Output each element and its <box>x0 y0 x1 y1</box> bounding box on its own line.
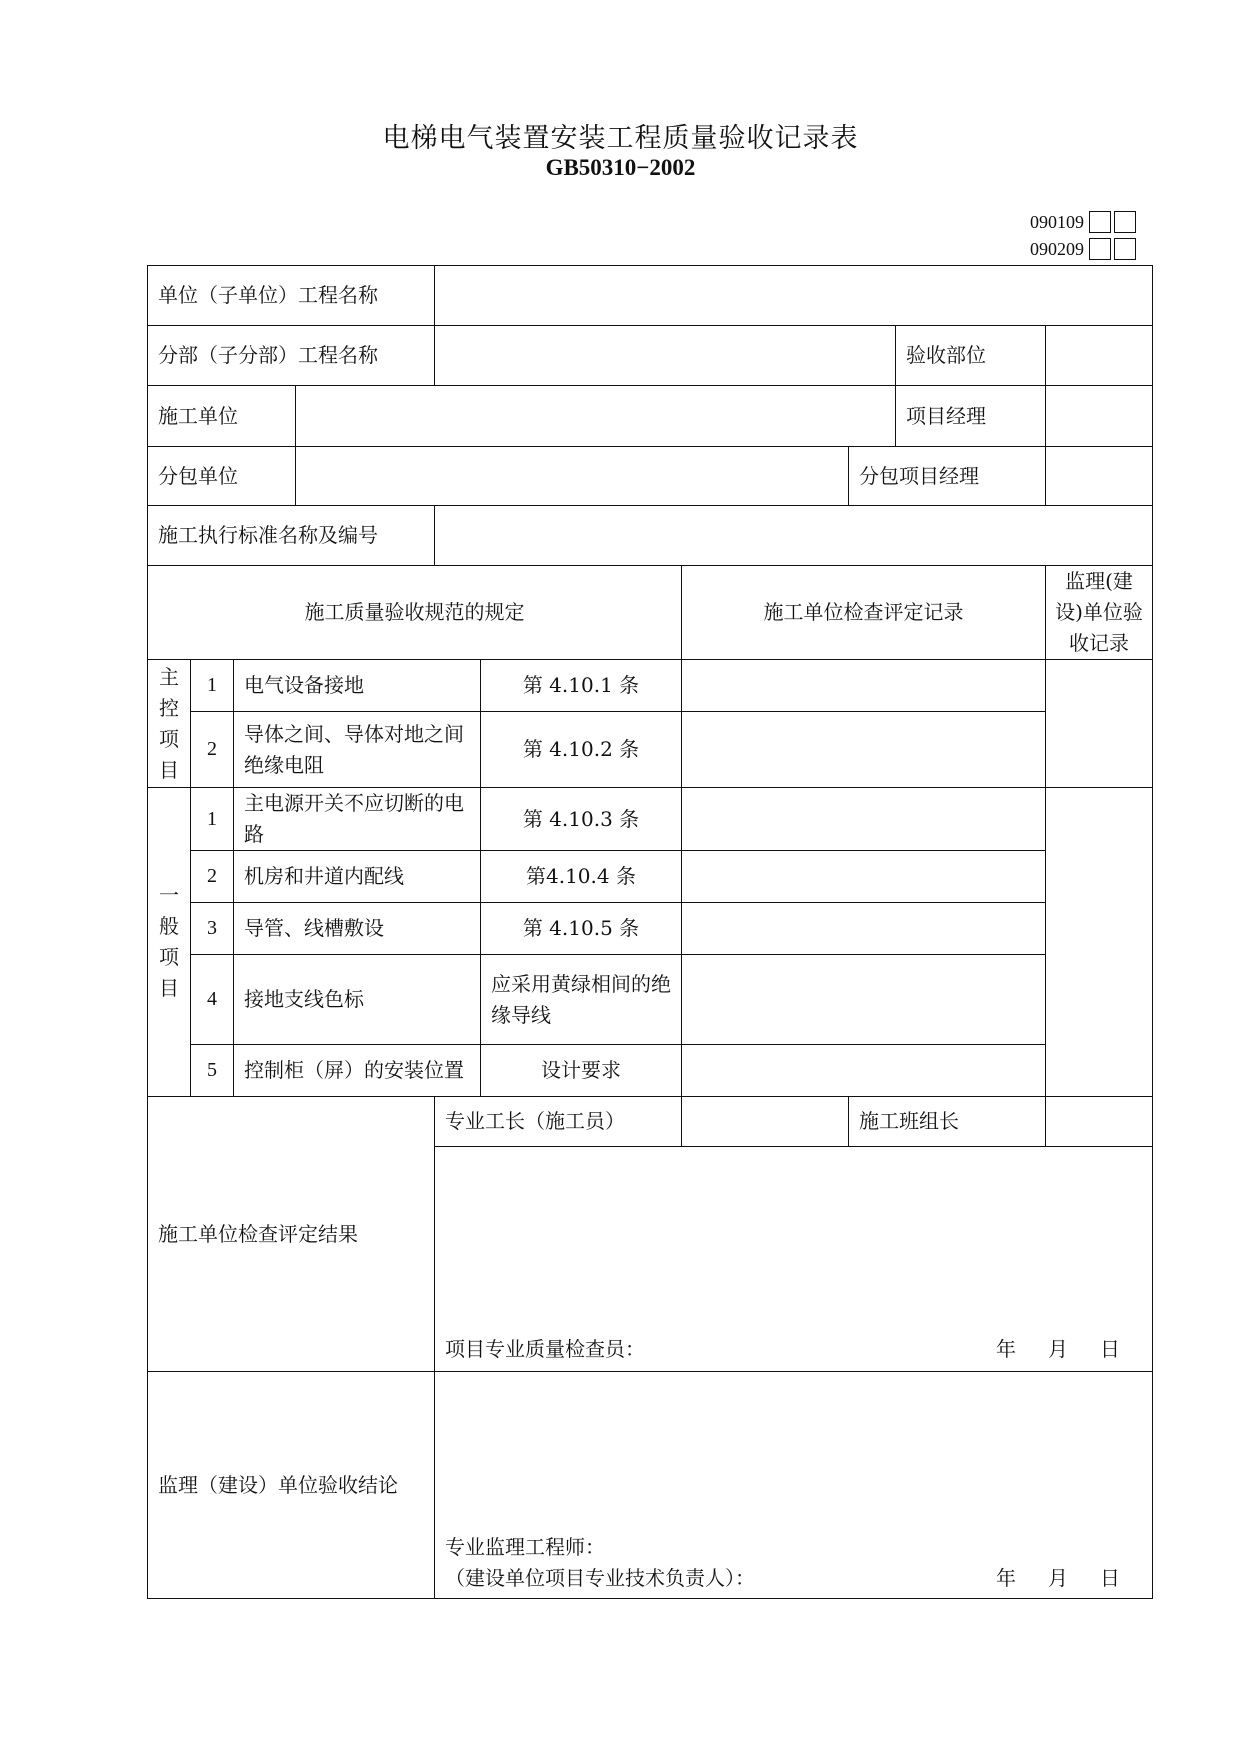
team-leader-field[interactable] <box>1046 1097 1153 1147</box>
item-number: 3 <box>191 903 234 955</box>
item-number: 1 <box>191 788 234 851</box>
month-label: 月 <box>1048 1337 1068 1361</box>
form-title: 电梯电气装置安装工程质量验收记录表 <box>382 123 859 154</box>
main-items-label <box>148 660 191 788</box>
form-number-box[interactable] <box>1089 211 1111 233</box>
form-number-box[interactable] <box>1114 211 1136 233</box>
standard-name-field[interactable] <box>435 506 1153 566</box>
result-label: 施工单位检查评定结果 <box>148 1097 435 1372</box>
contractor-record-cell[interactable] <box>682 851 1046 903</box>
acceptance-record-table <box>147 265 1153 1599</box>
main-items-label-text: 主控项目 <box>159 664 179 782</box>
owner-label: （建设单位项目专业技术负责人）： <box>445 1566 755 1590</box>
supervisor-record-column-header: 监理(建设)单位验收记录 <box>1046 566 1153 660</box>
item-name: 主电源开关不应切断的电路 <box>234 788 481 851</box>
form-number-2: 090209 <box>1030 238 1084 259</box>
result-signature-line <box>445 1334 1142 1365</box>
standard-name-label: 施工执行标准名称及编号 <box>148 506 435 566</box>
acceptance-part-field[interactable] <box>1046 326 1153 386</box>
item-name: 机房和井道内配线 <box>234 851 481 903</box>
foreman-field[interactable] <box>682 1097 849 1147</box>
result-area[interactable] <box>435 1147 1153 1372</box>
unit-project-label: 单位（子单位）工程名称 <box>148 266 435 326</box>
item-number: 1 <box>191 660 234 712</box>
result-date <box>964 1334 1120 1365</box>
general-items-label-text: 一般项目 <box>159 883 179 1000</box>
conclusion-label: 监理（建设）单位验收结论 <box>148 1372 435 1599</box>
form-number-1: 090109 <box>1030 211 1084 232</box>
unit-project-field[interactable] <box>435 266 1153 326</box>
form-number-box[interactable] <box>1089 238 1111 260</box>
contractor-record-column-header: 施工单位检查评定记录 <box>682 566 1046 660</box>
form-number-row-2 <box>1030 238 1136 260</box>
conclusion-signature-line <box>445 1563 1142 1594</box>
day-label: 日 <box>1100 1566 1120 1590</box>
contractor-field[interactable] <box>296 386 896 447</box>
supervisor-record-cell[interactable] <box>1046 660 1153 788</box>
day-label: 日 <box>1100 1337 1120 1361</box>
year-label: 年 <box>996 1566 1016 1590</box>
standard-code: GB50310−2002 <box>545 155 696 180</box>
item-name: 接地支线色标 <box>234 955 481 1045</box>
spec-column-header: 施工质量验收规范的规定 <box>148 566 682 660</box>
acceptance-part-label: 验收部位 <box>896 326 1046 386</box>
contractor-record-cell[interactable] <box>682 955 1046 1045</box>
item-clause: 第 4.10.2 条 <box>481 712 682 788</box>
item-number: 2 <box>191 712 234 788</box>
team-leader-label: 施工班组长 <box>849 1097 1046 1147</box>
item-name: 导管、线槽敷设 <box>234 903 481 955</box>
project-manager-field[interactable] <box>1046 386 1153 447</box>
subcontractor-field[interactable] <box>296 447 849 506</box>
conclusion-date <box>964 1563 1120 1594</box>
sub-project-label: 分部（子分部）工程名称 <box>148 326 435 386</box>
subcontractor-label: 分包单位 <box>148 447 296 506</box>
supervisor-record-cell[interactable] <box>1046 788 1153 1097</box>
item-clause: 第 4.10.1 条 <box>481 660 682 712</box>
item-clause: 第4.10.4 条 <box>481 851 682 903</box>
form-number-box[interactable] <box>1114 238 1136 260</box>
contractor-label: 施工单位 <box>148 386 296 447</box>
item-number: 4 <box>191 955 234 1045</box>
item-name: 导体之间、导体对地之间绝缘电阻 <box>234 712 481 788</box>
year-label: 年 <box>996 1337 1016 1361</box>
item-name: 电气设备接地 <box>234 660 481 712</box>
foreman-label: 专业工长（施工员） <box>435 1097 682 1147</box>
item-clause: 应采用黄绿相间的绝缘导线 <box>481 955 682 1045</box>
sub-project-field[interactable] <box>435 326 896 386</box>
conclusion-area[interactable] <box>435 1372 1153 1599</box>
project-manager-label: 项目经理 <box>896 386 1046 447</box>
item-clause: 设计要求 <box>481 1045 682 1097</box>
contractor-record-cell[interactable] <box>682 788 1046 851</box>
item-clause: 第 4.10.5 条 <box>481 903 682 955</box>
inspector-label: 项目专业质量检查员： <box>445 1337 645 1361</box>
sub-project-manager-field[interactable] <box>1046 447 1153 506</box>
contractor-record-cell[interactable] <box>682 903 1046 955</box>
item-number: 5 <box>191 1045 234 1097</box>
general-items-label <box>148 788 191 1097</box>
contractor-record-cell[interactable] <box>682 1045 1046 1097</box>
item-name: 控制柜（屏）的安装位置 <box>234 1045 481 1097</box>
contractor-record-cell[interactable] <box>682 660 1046 712</box>
engineer-label: 专业监理工程师： <box>445 1535 605 1559</box>
sub-project-manager-label: 分包项目经理 <box>849 447 1046 506</box>
form-number-row-1 <box>1030 211 1136 233</box>
month-label: 月 <box>1048 1566 1068 1590</box>
item-number: 2 <box>191 851 234 903</box>
item-clause: 第 4.10.3 条 <box>481 788 682 851</box>
contractor-record-cell[interactable] <box>682 712 1046 788</box>
